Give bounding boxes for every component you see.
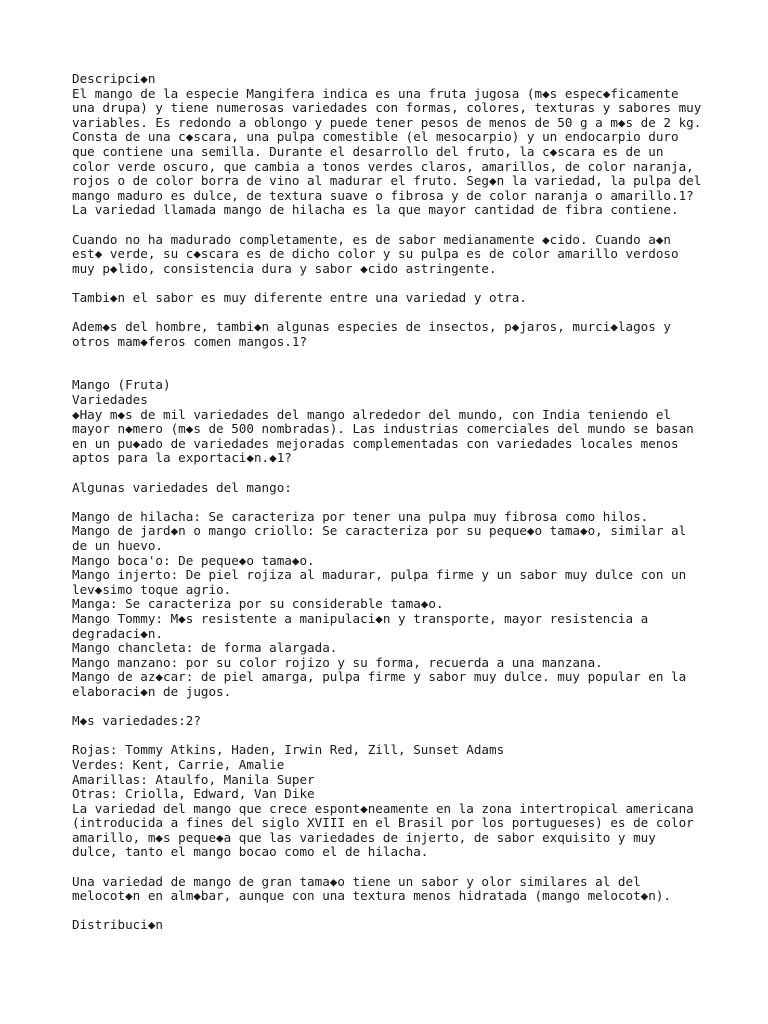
text-line: Mango chancleta: de forma alargada.: [72, 640, 338, 656]
text-line: de un huevo.: [72, 538, 163, 553]
text-line: Mango de jard◆n o mango criollo: Se caracteriza por su peque◆o tama◆o, similar al: [72, 523, 687, 539]
text-line: mayor n◆mero (m◆s de 500 nombradas). Las industrias comerciales del mundo se basan: [72, 421, 694, 437]
text-line: dulce, tanto el mango bocao como el de hilacha.: [72, 844, 429, 860]
text-line: ◆Hay m◆s de mil variedades del mango alrededor del mundo, con India teniendo el: [72, 406, 671, 422]
text-line: lev◆simo toque agrio.: [72, 581, 232, 597]
text-line: Mango boca'o: De peque◆o tama◆o.: [72, 552, 315, 568]
text-line: Cuando no ha madurado completamente, es de sabor medianamente ◆cido. Cuando a◆n: [72, 231, 671, 247]
text-line: Tambi◆n el sabor es muy diferente entre una variedad y otra.: [72, 289, 527, 305]
text-line: Mango de hilacha: Se caracteriza por tener una pulpa muy fibrosa como hilos.: [72, 508, 649, 524]
blank-line: [72, 700, 712, 715]
text-line: Mango Tommy: M◆s resistente a manipulaci◆n y transporte, mayor resistencia a: [72, 610, 649, 626]
blank-line: [72, 495, 712, 510]
text-line: Variedades: [72, 392, 148, 408]
text-line: elaboraci◆n de jugos.: [72, 683, 232, 699]
blank-line: [72, 729, 712, 744]
text-line: est◆ verde, su c◆scara es de dicho color y su pulpa es de color amarillo verdoso: [72, 246, 679, 262]
text-line: El mango de la especie Mangifera indica es una fruta jugosa (m◆s espec◆ficamente: [72, 85, 679, 101]
text-line: color verde oscuro, que cambia a tonos verdes claros, amarillos, de color naranja,: [72, 158, 694, 174]
blank-line: [72, 218, 712, 233]
text-line: Amarillas: Ataulfo, Manila Super: [72, 771, 315, 787]
text-line: Verdes: Kent, Carrie, Amalie: [72, 756, 285, 772]
document-text: [72, 72, 712, 933]
text-line: variables. Es redondo a oblongo y puede tener pesos de menos de 50 g a m◆s de 2 kg.: [72, 114, 702, 130]
blank-line: [72, 349, 712, 364]
text-line: degradaci◆n.: [72, 625, 163, 641]
text-line: La variedad del mango que crece espont◆neamente en la zona intertropical americana: [72, 800, 694, 816]
text-line: en un pu◆ado de variedades mejoradas complementadas con variedades locales menos: [72, 435, 679, 451]
text-line: M◆s variedades:2?: [72, 713, 201, 729]
text-line: Distribuci◆n: [72, 917, 163, 933]
text-line: Consta de una c◆scara, una pulpa comestible (el mesocarpio) y un endocarpio duro: [72, 129, 679, 145]
blank-line: [72, 276, 712, 291]
text-line: rojos o de color borra de vino al madurar el fruto. Seg◆n la variedad, la pulpa del: [72, 173, 702, 189]
text-line: Descripci◆n: [72, 71, 156, 86]
blank-line: [72, 860, 712, 875]
text-line: (introducida a fines del siglo XVIII en el Brasil por los portugueses) es de color: [72, 815, 694, 831]
blank-line: [72, 364, 712, 379]
blank-line: [72, 904, 712, 919]
text-line: melocot◆n en alm◆bar, aunque con una textura menos hidratada (mango melocot◆n).: [72, 888, 671, 904]
text-line: Mango (Fruta): [72, 377, 171, 393]
text-line: Una variedad de mango de gran tama◆o tiene un sabor y olor similares al del: [72, 873, 641, 889]
text-line: Adem◆s del hombre, tambi◆n algunas especies de insectos, p◆jaros, murci◆lagos y: [72, 319, 671, 335]
text-line: muy p◆lido, consistencia dura y sabor ◆cido astringente.: [72, 260, 497, 276]
text-line: La variedad llamada mango de hilacha es la que mayor cantidad de fibra contiene.: [72, 202, 679, 218]
text-line: mango maduro es dulce, de textura suave o fibrosa y de color naranja o amarillo.1?: [72, 187, 694, 203]
blank-line: [72, 306, 712, 321]
text-line: Manga: Se caracteriza por su considerable tama◆o.: [72, 596, 444, 612]
text-line: Algunas variedades del mango:: [72, 479, 292, 495]
text-line: Rojas: Tommy Atkins, Haden, Irwin Red, Zill, Sunset Adams: [72, 742, 505, 758]
text-line: aptos para la exportaci◆n.◆1?: [72, 450, 292, 466]
text-line: una drupa) y tiene numerosas variedades con formas, colores, texturas y sabores muy: [72, 100, 702, 116]
blank-line: [72, 466, 712, 481]
text-line: otros mam◆feros comen mangos.1?: [72, 333, 308, 349]
text-line: que contiene una semilla. Durante el desarrollo del fruto, la c◆scara es de un: [72, 143, 664, 159]
text-line: Mango injerto: De piel rojiza al madurar, pulpa firme y un sabor muy dulce con un: [72, 567, 687, 583]
text-line: Otras: Criolla, Edward, Van Dike: [72, 786, 315, 802]
text-line: Mango manzano: por su color rojizo y su forma, recuerda a una manzana.: [72, 654, 603, 670]
text-line: Mango de az◆car: de piel amarga, pulpa firme y sabor muy dulce. muy popular en la: [72, 669, 687, 685]
text-line: amarillo, m◆s peque◆a que las variedades de injerto, de sabor exquisito y muy: [72, 829, 656, 845]
